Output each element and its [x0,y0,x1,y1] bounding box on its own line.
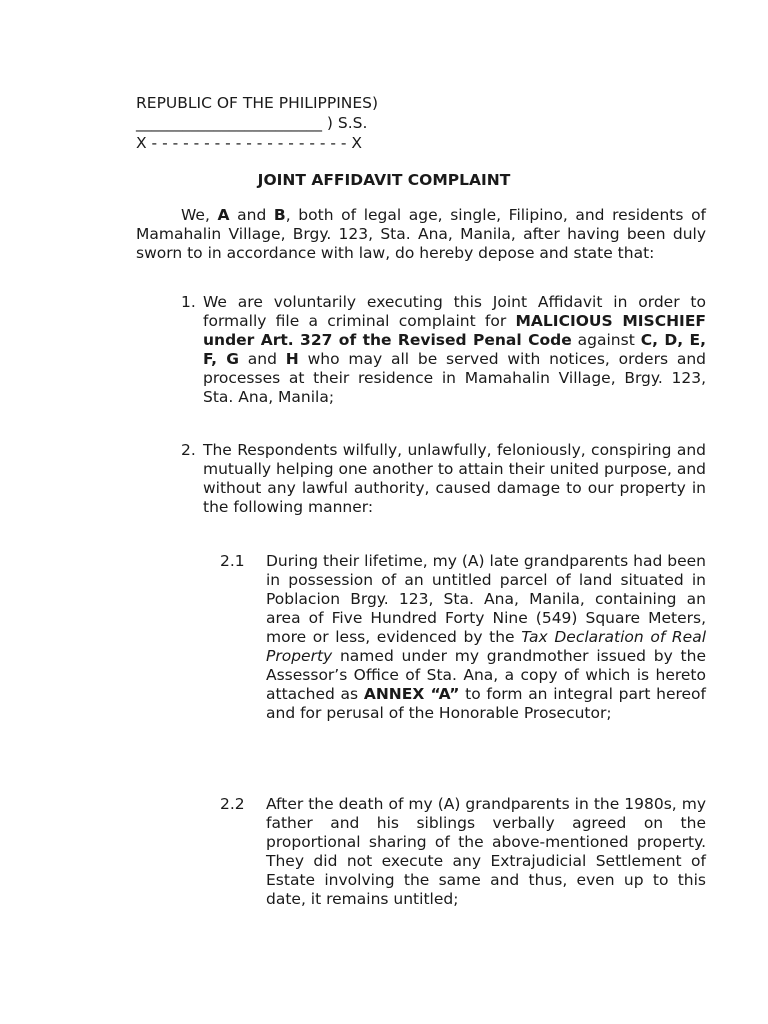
list-number: 2.2 [220,795,245,813]
list-number: 2. [181,441,196,459]
list-number: 1. [181,293,196,311]
caption-venue-line: ________________________ ) S.S. [136,114,368,132]
list-item-text: The Respondents wilfully, unlawfully, feloniously, conspiring and mutually helping one another to attain their united purpose, and without any lawful authority, caused damage to our property in the following manner: [203,441,706,516]
list-item-text: We are voluntarily executing this Joint Affidavit in order to formally file a criminal complaint for MALICIOUS MISCHIEF under Art. 327 of the Revised Penal Code against C, D, E, F, G and H who may all be served with notices, orders and processes at their residence in Mamahalin Village, Brgy. 123, Sta. Ana, Manila; [203,293,707,406]
intro-paragraph: We, A and B, both of legal age, single, Filipino, and residents of Mamahalin Village, Brgy. 123, Sta. Ana, Manila, after having been duly sworn to in accordance with law, do hereby depose and state that: [136,206,707,262]
caption-block [136,93,378,153]
caption-x-line: X - - - - - - - - - - - - - - - - - - - X [136,134,363,152]
list-item-text: After the death of my (A) grandparents in the 1980s, my father and his siblings verbally agreed on the proportional sharing of the above-mentioned property. They did not execute any Extrajudicial Settlement of Estate involving the same and thus, even up to this date, it remains untitled; [266,795,706,908]
caption-republic: REPUBLIC OF THE PHILIPPINES) [136,94,379,112]
document-title: JOINT AFFIDAVIT COMPLAINT [257,171,511,189]
list-item-text: During their lifetime, my (A) late grandparents had been in possession of an untitled parcel of land situated in Poblacion Brgy. 123, Sta. Ana, Manila, containing an area of Five Hundred Forty Nine (549) Square Meters, more or less, evidenced by the Tax Declaration of Real Property named under my grandmother issued by the Assessor’s Office of Sta. Ana, a copy of which is hereto attached as ANNEX “A” to form an integral part hereof and for perusal of the Honorable Prosecutor; [266,552,707,722]
list-number: 2.1 [220,552,245,570]
